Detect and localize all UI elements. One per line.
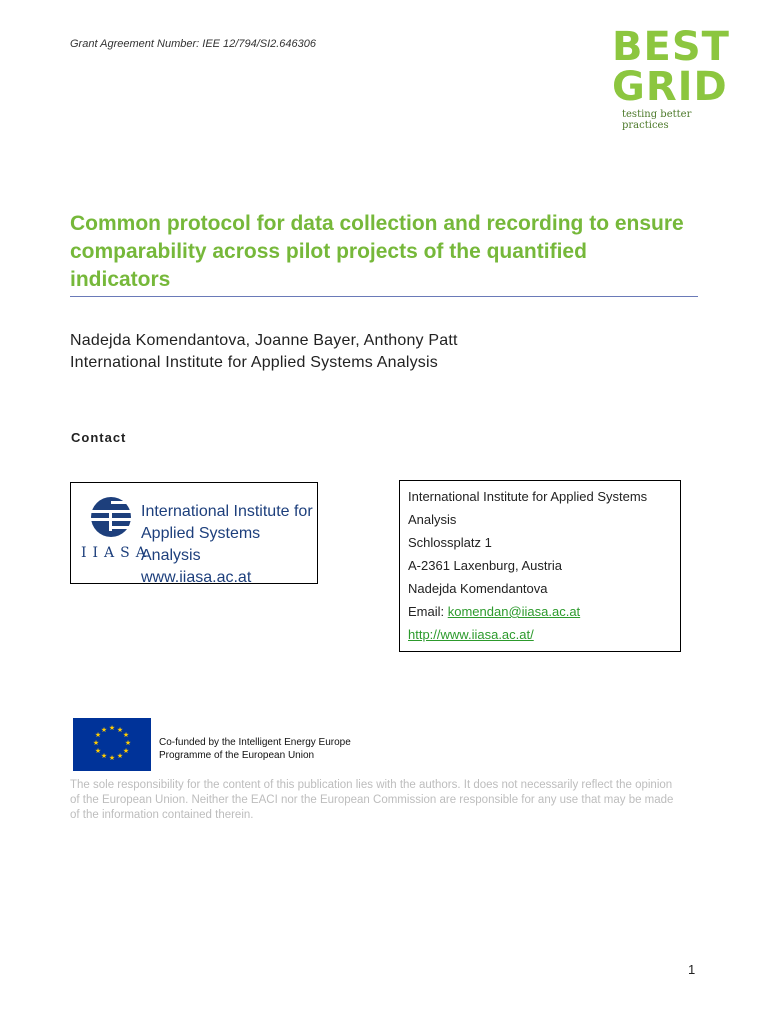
- svg-text:★: ★: [108, 754, 116, 762]
- iiasa-name-line2: Applied Systems Analysis: [141, 525, 261, 564]
- address-person: Nadejda Komendantova: [408, 581, 548, 596]
- iiasa-letters: IIASA: [81, 545, 152, 561]
- svg-text:★: ★: [94, 731, 102, 739]
- address-city: A-2361 Laxenburg, Austria: [408, 558, 562, 573]
- contact-heading: Contact: [71, 430, 127, 445]
- institution: International Institute for Applied Systems Analysis: [70, 354, 438, 371]
- contact-address-box: [399, 480, 681, 652]
- svg-text:★: ★: [124, 739, 132, 747]
- svg-text:★: ★: [122, 731, 130, 739]
- title-divider: [70, 296, 698, 297]
- logo-word-best: BEST: [612, 24, 730, 70]
- email-link[interactable]: komendan@iiasa.ac.at: [447, 604, 581, 619]
- logo-tagline: testing better practices: [622, 109, 692, 131]
- authors: Nadejda Komendantova, Joanne Bayer, Anthony Patt: [70, 332, 458, 349]
- eu-stars-icon: [73, 718, 151, 771]
- address-email-row: [408, 600, 672, 623]
- svg-text:★: ★: [100, 726, 108, 734]
- iiasa-name: [141, 501, 317, 589]
- svg-text:★: ★: [92, 739, 100, 747]
- eu-disclaimer: The sole responsibility for the content of this publication lies with the authors. It does not necessarily reflect the opinion of the European Union. Neither the EACI nor the European Commission are responsible for any use that may be made of the information contained therein.: [70, 779, 674, 821]
- eu-cofunded-line2: Programme of the European Union: [159, 750, 315, 761]
- document-title: Common protocol for data collection and recording to ensure comparability across pilot projects of the quantified indicators: [70, 212, 684, 291]
- eu-cofunded-text: [159, 736, 351, 762]
- iiasa-name-line1: International Institute for: [141, 503, 313, 520]
- website-link[interactable]: http://www.iiasa.ac.at/: [408, 627, 534, 642]
- svg-text:★: ★: [94, 747, 102, 755]
- email-label: Email:: [408, 604, 448, 619]
- authors-block: [70, 330, 458, 374]
- address-street: Schlossplatz 1: [408, 535, 492, 550]
- grant-agreement-number: Grant Agreement Number: IEE 12/794/SI2.646306: [70, 38, 317, 50]
- address-institute: International Institute for Applied Systems Analysis: [408, 489, 648, 527]
- svg-text:★: ★: [116, 752, 124, 760]
- svg-text:★: ★: [108, 724, 116, 732]
- svg-text:★: ★: [122, 747, 130, 755]
- page-number: 1: [688, 962, 696, 977]
- iiasa-logo-box: [70, 482, 318, 584]
- svg-text:★: ★: [116, 726, 124, 734]
- iiasa-url: www.iiasa.ac.at: [141, 569, 252, 586]
- best-grid-logo: [612, 24, 732, 131]
- eu-flag: [73, 718, 151, 771]
- eu-cofunded-line1: Co-funded by the Intelligent Energy Europe: [159, 737, 351, 748]
- iiasa-globe-icon: [89, 495, 133, 539]
- logo-word-grid: GRID: [612, 64, 728, 110]
- svg-text:★: ★: [100, 752, 108, 760]
